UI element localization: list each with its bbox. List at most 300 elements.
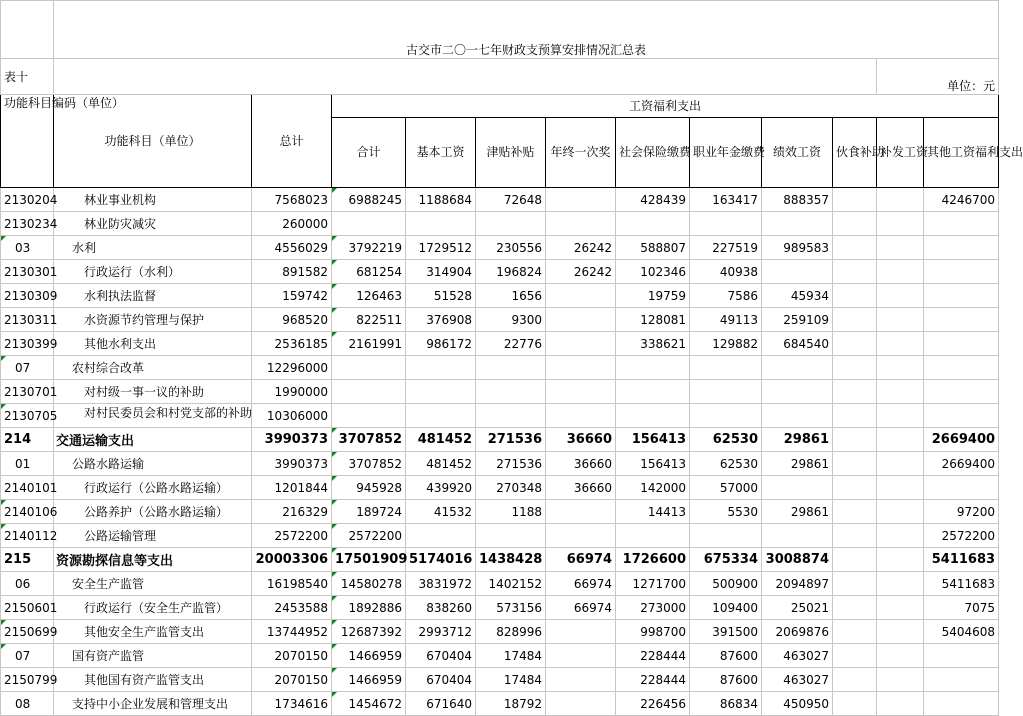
cell-other[interactable]	[924, 308, 999, 332]
cell-social[interactable]	[616, 524, 690, 548]
cell-year-end[interactable]	[546, 212, 616, 236]
cell-other[interactable]: 2669400	[924, 428, 999, 452]
cell-meal[interactable]	[833, 452, 877, 476]
cell-merit[interactable]	[762, 380, 833, 404]
cell-subtotal[interactable]: 1454672	[332, 692, 406, 716]
cell-social[interactable]: 228444	[616, 644, 690, 668]
cell-other[interactable]	[924, 380, 999, 404]
cell-subtotal[interactable]: 3792219	[332, 236, 406, 260]
cell-annuity[interactable]	[690, 380, 762, 404]
cell-subtotal[interactable]: 3707852	[332, 452, 406, 476]
cell-social[interactable]: 156413	[616, 452, 690, 476]
cell-meal[interactable]	[833, 236, 877, 260]
cell-code[interactable]: 08	[1, 692, 54, 716]
cell-other[interactable]: 5411683	[924, 572, 999, 596]
cell-year-end[interactable]: 36660	[546, 428, 616, 452]
cell-social[interactable]	[616, 380, 690, 404]
cell-allowance[interactable]	[476, 212, 546, 236]
cell-merit[interactable]: 450950	[762, 692, 833, 716]
cell-name[interactable]: 农村综合改革	[54, 356, 252, 380]
cell-year-end[interactable]	[546, 284, 616, 308]
cell-total[interactable]: 3990373	[252, 452, 332, 476]
cell-name[interactable]: 公路运输管理	[54, 524, 252, 548]
cell-meal[interactable]	[833, 524, 877, 548]
cell-allowance[interactable]: 18792	[476, 692, 546, 716]
cell-supp[interactable]	[877, 380, 924, 404]
cell-allowance[interactable]: 22776	[476, 332, 546, 356]
cell-annuity[interactable]: 7586	[690, 284, 762, 308]
cell-name[interactable]: 安全生产监管	[54, 572, 252, 596]
cell-basic[interactable]	[406, 380, 476, 404]
cell-basic[interactable]: 376908	[406, 308, 476, 332]
cell-total[interactable]: 159742	[252, 284, 332, 308]
cell-year-end[interactable]	[546, 404, 616, 428]
cell-code[interactable]: 2140101	[1, 476, 54, 500]
cell-total[interactable]: 216329	[252, 500, 332, 524]
cell-merit[interactable]	[762, 524, 833, 548]
header-allowance[interactable]: 津贴补贴	[476, 118, 546, 188]
cell-supp[interactable]	[877, 308, 924, 332]
cell-merit[interactable]: 684540	[762, 332, 833, 356]
cell-allowance[interactable]	[476, 524, 546, 548]
cell-supp[interactable]	[877, 356, 924, 380]
cell-supp[interactable]	[877, 452, 924, 476]
cell-code[interactable]: 07	[1, 644, 54, 668]
cell-code[interactable]: 2130309	[1, 284, 54, 308]
cell-subtotal[interactable]: 681254	[332, 260, 406, 284]
cell-social[interactable]: 156413	[616, 428, 690, 452]
cell-social[interactable]: 428439	[616, 188, 690, 212]
header-name[interactable]: 功能科目（单位）	[54, 95, 252, 188]
cell-name[interactable]: 行政运行（安全生产监管）	[54, 596, 252, 620]
cell-annuity[interactable]: 109400	[690, 596, 762, 620]
cell-other[interactable]: 7075	[924, 596, 999, 620]
cell-merit[interactable]: 2094897	[762, 572, 833, 596]
cell-basic[interactable]: 671640	[406, 692, 476, 716]
cell-basic[interactable]: 986172	[406, 332, 476, 356]
cell-allowance[interactable]: 196824	[476, 260, 546, 284]
cell-merit[interactable]: 29861	[762, 500, 833, 524]
cell-basic[interactable]: 1729512	[406, 236, 476, 260]
cell-allowance[interactable]: 1402152	[476, 572, 546, 596]
header-other[interactable]: 其他工资福利支出	[924, 118, 999, 188]
cell-supp[interactable]	[877, 548, 924, 572]
header-social[interactable]: 社会保险缴费	[616, 118, 690, 188]
cell-code[interactable]: 01	[1, 452, 54, 476]
cell-year-end[interactable]	[546, 308, 616, 332]
cell-social[interactable]: 1726600	[616, 548, 690, 572]
cell-total[interactable]: 260000	[252, 212, 332, 236]
cell-allowance[interactable]: 9300	[476, 308, 546, 332]
cell-annuity[interactable]: 675334	[690, 548, 762, 572]
cell-subtotal[interactable]: 17501909	[332, 548, 406, 572]
sheet-title[interactable]: 古交市二〇一七年财政支预算安排情况汇总表	[54, 1, 999, 59]
cell-basic[interactable]: 481452	[406, 452, 476, 476]
cell-meal[interactable]	[833, 260, 877, 284]
cell-year-end[interactable]: 26242	[546, 236, 616, 260]
cell-subtotal[interactable]: 2572200	[332, 524, 406, 548]
cell-social[interactable]: 1271700	[616, 572, 690, 596]
cell-name[interactable]: 林业防灾减灾	[54, 212, 252, 236]
cell-merit[interactable]: 3008874	[762, 548, 833, 572]
cell-merit[interactable]: 45934	[762, 284, 833, 308]
cell-merit[interactable]	[762, 404, 833, 428]
cell-allowance[interactable]: 573156	[476, 596, 546, 620]
cell-annuity[interactable]: 163417	[690, 188, 762, 212]
cell-name[interactable]: 水利执法监督	[54, 284, 252, 308]
cell-social[interactable]: 19759	[616, 284, 690, 308]
unit-label[interactable]: 单位：元	[877, 59, 999, 95]
cell-year-end[interactable]	[546, 500, 616, 524]
cell-meal[interactable]	[833, 212, 877, 236]
cell-code[interactable]: 2140106	[1, 500, 54, 524]
cell-name[interactable]: 水利	[54, 236, 252, 260]
cell-supp[interactable]	[877, 644, 924, 668]
header-merit[interactable]: 绩效工资	[762, 118, 833, 188]
cell-name[interactable]: 其他国有资产监管支出	[54, 668, 252, 692]
cell-merit[interactable]: 29861	[762, 452, 833, 476]
header-year-end[interactable]: 年终一次奖	[546, 118, 616, 188]
cell-social[interactable]: 142000	[616, 476, 690, 500]
cell-basic[interactable]	[406, 356, 476, 380]
cell-meal[interactable]	[833, 332, 877, 356]
cell-other[interactable]	[924, 404, 999, 428]
cell-meal[interactable]	[833, 572, 877, 596]
header-total[interactable]: 总计	[252, 95, 332, 188]
cell-total[interactable]: 2070150	[252, 644, 332, 668]
cell-meal[interactable]	[833, 188, 877, 212]
cell-year-end[interactable]: 66974	[546, 596, 616, 620]
cell-other[interactable]	[924, 668, 999, 692]
cell-code[interactable]: 2130701	[1, 380, 54, 404]
cell-supp[interactable]	[877, 404, 924, 428]
cell-year-end[interactable]: 36660	[546, 476, 616, 500]
cell-meal[interactable]	[833, 404, 877, 428]
cell-total[interactable]: 968520	[252, 308, 332, 332]
cell-year-end[interactable]	[546, 332, 616, 356]
cell-year-end[interactable]	[546, 668, 616, 692]
cell-basic[interactable]: 670404	[406, 644, 476, 668]
cell-total[interactable]: 16198540	[252, 572, 332, 596]
cell-annuity[interactable]: 62530	[690, 452, 762, 476]
cell-allowance[interactable]: 1438428	[476, 548, 546, 572]
cell-total[interactable]: 12296000	[252, 356, 332, 380]
cell-name[interactable]: 林业事业机构	[54, 188, 252, 212]
cell-social[interactable]: 588807	[616, 236, 690, 260]
cell-total[interactable]: 1201844	[252, 476, 332, 500]
cell-basic[interactable]	[406, 212, 476, 236]
cell-merit[interactable]: 463027	[762, 668, 833, 692]
cell-allowance[interactable]: 17484	[476, 644, 546, 668]
cell-social[interactable]: 338621	[616, 332, 690, 356]
cell-total[interactable]: 13744952	[252, 620, 332, 644]
cell-meal[interactable]	[833, 284, 877, 308]
cell-subtotal[interactable]: 126463	[332, 284, 406, 308]
cell-basic[interactable]: 1188684	[406, 188, 476, 212]
cell-basic[interactable]: 670404	[406, 668, 476, 692]
cell-meal[interactable]	[833, 356, 877, 380]
cell-allowance[interactable]	[476, 404, 546, 428]
cell-supp[interactable]	[877, 500, 924, 524]
cell-total[interactable]: 2572200	[252, 524, 332, 548]
cell-year-end[interactable]	[546, 380, 616, 404]
cell-basic[interactable]: 838260	[406, 596, 476, 620]
cell-basic[interactable]: 51528	[406, 284, 476, 308]
cell-merit[interactable]	[762, 260, 833, 284]
cell-social[interactable]: 998700	[616, 620, 690, 644]
cell-name[interactable]: 资源勘探信息等支出	[54, 548, 252, 572]
cell-code[interactable]: 2130705	[1, 404, 54, 428]
cell-merit[interactable]	[762, 356, 833, 380]
cell-code[interactable]: 2130301	[1, 260, 54, 284]
cell-allowance[interactable]: 230556	[476, 236, 546, 260]
cell-other[interactable]	[924, 476, 999, 500]
cell-subtotal[interactable]: 1466959	[332, 668, 406, 692]
cell-other[interactable]: 4246700	[924, 188, 999, 212]
cell-basic[interactable]: 3831972	[406, 572, 476, 596]
cell-other[interactable]: 97200	[924, 500, 999, 524]
cell-meal[interactable]	[833, 308, 877, 332]
cell-total[interactable]: 3990373	[252, 428, 332, 452]
cell-subtotal[interactable]: 2161991	[332, 332, 406, 356]
cell-other[interactable]	[924, 332, 999, 356]
cell-total[interactable]: 891582	[252, 260, 332, 284]
cell-code[interactable]: 03	[1, 236, 54, 260]
cell-year-end[interactable]	[546, 356, 616, 380]
cell-basic[interactable]: 481452	[406, 428, 476, 452]
cell-code[interactable]: 215	[1, 548, 54, 572]
cell-supp[interactable]	[877, 284, 924, 308]
cell-annuity[interactable]: 87600	[690, 644, 762, 668]
cell-supp[interactable]	[877, 332, 924, 356]
cell-social[interactable]: 228444	[616, 668, 690, 692]
header-meal[interactable]: 伙食补助	[833, 118, 877, 188]
cell-name[interactable]: 其他水利支出	[54, 332, 252, 356]
cell[interactable]	[54, 59, 877, 95]
cell-year-end[interactable]	[546, 620, 616, 644]
cell-supp[interactable]	[877, 668, 924, 692]
cell-total[interactable]: 2536185	[252, 332, 332, 356]
cell-supp[interactable]	[877, 620, 924, 644]
cell-subtotal[interactable]	[332, 404, 406, 428]
cell-code[interactable]: 2150799	[1, 668, 54, 692]
cell-social[interactable]	[616, 356, 690, 380]
cell-total[interactable]: 1734616	[252, 692, 332, 716]
cell-meal[interactable]	[833, 380, 877, 404]
cell-meal[interactable]	[833, 596, 877, 620]
cell-subtotal[interactable]: 1892886	[332, 596, 406, 620]
cell-social[interactable]: 226456	[616, 692, 690, 716]
cell-supp[interactable]	[877, 260, 924, 284]
cell-annuity[interactable]: 129882	[690, 332, 762, 356]
cell-name[interactable]: 行政运行（公路水路运输）	[54, 476, 252, 500]
cell-subtotal[interactable]: 1466959	[332, 644, 406, 668]
cell-allowance[interactable]: 271536	[476, 452, 546, 476]
header-supp[interactable]: 补发工资	[877, 118, 924, 188]
cell-social[interactable]: 273000	[616, 596, 690, 620]
cell-total[interactable]: 2070150	[252, 668, 332, 692]
cell-annuity[interactable]	[690, 404, 762, 428]
cell-other[interactable]: 2572200	[924, 524, 999, 548]
cell-allowance[interactable]: 828996	[476, 620, 546, 644]
cell-name[interactable]: 水资源节约管理与保护	[54, 308, 252, 332]
cell-supp[interactable]	[877, 572, 924, 596]
cell-other[interactable]: 5411683	[924, 548, 999, 572]
cell-meal[interactable]	[833, 428, 877, 452]
cell-meal[interactable]	[833, 692, 877, 716]
cell-social[interactable]	[616, 404, 690, 428]
cell-supp[interactable]	[877, 692, 924, 716]
cell-supp[interactable]	[877, 212, 924, 236]
cell-subtotal[interactable]	[332, 356, 406, 380]
cell-subtotal[interactable]: 6988245	[332, 188, 406, 212]
header-code[interactable]	[1, 95, 125, 188]
cell-merit[interactable]: 2069876	[762, 620, 833, 644]
cell-code[interactable]: 2140112	[1, 524, 54, 548]
cell-annuity[interactable]	[690, 356, 762, 380]
cell-supp[interactable]	[877, 428, 924, 452]
cell-annuity[interactable]: 57000	[690, 476, 762, 500]
cell-allowance[interactable]: 1656	[476, 284, 546, 308]
cell-year-end[interactable]: 66974	[546, 572, 616, 596]
cell-total[interactable]: 20003306	[252, 548, 332, 572]
cell-code[interactable]: 2150601	[1, 596, 54, 620]
cell-subtotal[interactable]: 189724	[332, 500, 406, 524]
cell-annuity[interactable]: 62530	[690, 428, 762, 452]
cell-code[interactable]: 2150699	[1, 620, 54, 644]
cell-merit[interactable]: 25021	[762, 596, 833, 620]
cell-total[interactable]: 7568023	[252, 188, 332, 212]
cell-basic[interactable]: 5174016	[406, 548, 476, 572]
cell-year-end[interactable]	[546, 524, 616, 548]
cell-subtotal[interactable]: 3707852	[332, 428, 406, 452]
cell-basic[interactable]: 314904	[406, 260, 476, 284]
cell-meal[interactable]	[833, 644, 877, 668]
cell-other[interactable]: 2669400	[924, 452, 999, 476]
cell-name[interactable]: 对村民委员会和村党支部的补助	[54, 404, 252, 428]
cell-total[interactable]: 2453588	[252, 596, 332, 620]
cell-name[interactable]: 公路养护（公路水路运输）	[54, 500, 252, 524]
cell-merit[interactable]: 888357	[762, 188, 833, 212]
cell-subtotal[interactable]: 14580278	[332, 572, 406, 596]
cell-basic[interactable]	[406, 524, 476, 548]
cell-other[interactable]	[924, 644, 999, 668]
cell-other[interactable]	[924, 236, 999, 260]
cell-total[interactable]: 4556029	[252, 236, 332, 260]
cell-other[interactable]	[924, 260, 999, 284]
cell-code[interactable]: 2130234	[1, 212, 54, 236]
cell-subtotal[interactable]	[332, 212, 406, 236]
cell-social[interactable]: 14413	[616, 500, 690, 524]
cell-allowance[interactable]: 72648	[476, 188, 546, 212]
cell-basic[interactable]: 41532	[406, 500, 476, 524]
cell-annuity[interactable]: 391500	[690, 620, 762, 644]
cell-subtotal[interactable]: 945928	[332, 476, 406, 500]
cell-name[interactable]: 行政运行（水利）	[54, 260, 252, 284]
cell-other[interactable]	[924, 284, 999, 308]
cell-year-end[interactable]: 26242	[546, 260, 616, 284]
cell-year-end[interactable]	[546, 188, 616, 212]
cell-code[interactable]: 2130399	[1, 332, 54, 356]
cell-annuity[interactable]: 227519	[690, 236, 762, 260]
cell-total[interactable]: 1990000	[252, 380, 332, 404]
cell-annuity[interactable]	[690, 524, 762, 548]
cell-social[interactable]: 102346	[616, 260, 690, 284]
cell-merit[interactable]: 259109	[762, 308, 833, 332]
cell-name[interactable]: 其他安全生产监管支出	[54, 620, 252, 644]
cell-merit[interactable]: 463027	[762, 644, 833, 668]
cell-other[interactable]	[924, 212, 999, 236]
cell-meal[interactable]	[833, 548, 877, 572]
header-basic[interactable]: 基本工资	[406, 118, 476, 188]
cell-other[interactable]	[924, 356, 999, 380]
cell-annuity[interactable]: 87600	[690, 668, 762, 692]
cell-annuity[interactable]: 5530	[690, 500, 762, 524]
cell-supp[interactable]	[877, 596, 924, 620]
table-number[interactable]: 表十	[1, 59, 54, 95]
cell-merit[interactable]: 989583	[762, 236, 833, 260]
cell-annuity[interactable]: 86834	[690, 692, 762, 716]
cell-total[interactable]: 10306000	[252, 404, 332, 428]
cell-year-end[interactable]: 36660	[546, 452, 616, 476]
cell-code[interactable]: 2130204	[1, 188, 54, 212]
cell-social[interactable]: 128081	[616, 308, 690, 332]
cell-merit[interactable]	[762, 212, 833, 236]
cell-code[interactable]: 07	[1, 356, 54, 380]
cell-name[interactable]: 支持中小企业发展和管理支出	[54, 692, 252, 716]
cell-meal[interactable]	[833, 500, 877, 524]
cell-year-end[interactable]	[546, 644, 616, 668]
cell-name[interactable]: 国有资产监管	[54, 644, 252, 668]
cell-supp[interactable]	[877, 524, 924, 548]
cell-year-end[interactable]: 66974	[546, 548, 616, 572]
cell-code[interactable]: 214	[1, 428, 54, 452]
cell-meal[interactable]	[833, 620, 877, 644]
cell-allowance[interactable]: 270348	[476, 476, 546, 500]
cell-subtotal[interactable]: 822511	[332, 308, 406, 332]
cell-allowance[interactable]	[476, 380, 546, 404]
header-group-wages[interactable]: 工资福利支出	[332, 95, 999, 118]
cell-social[interactable]	[616, 212, 690, 236]
cell-merit[interactable]	[762, 476, 833, 500]
cell-supp[interactable]	[877, 236, 924, 260]
cell-code[interactable]: 2130311	[1, 308, 54, 332]
cell-basic[interactable]	[406, 404, 476, 428]
header-subtotal[interactable]: 合计	[332, 118, 406, 188]
cell-basic[interactable]: 2993712	[406, 620, 476, 644]
cell-allowance[interactable]: 1188	[476, 500, 546, 524]
cell-allowance[interactable]: 17484	[476, 668, 546, 692]
header-annuity[interactable]: 职业年金缴费	[690, 118, 762, 188]
cell-allowance[interactable]	[476, 356, 546, 380]
cell-annuity[interactable]: 49113	[690, 308, 762, 332]
cell-other[interactable]: 5404608	[924, 620, 999, 644]
cell-supp[interactable]	[877, 476, 924, 500]
cell-name[interactable]: 公路水路运输	[54, 452, 252, 476]
cell-basic[interactable]: 439920	[406, 476, 476, 500]
cell-allowance[interactable]: 271536	[476, 428, 546, 452]
cell-meal[interactable]	[833, 476, 877, 500]
cell-meal[interactable]	[833, 668, 877, 692]
cell[interactable]	[1, 1, 54, 59]
cell-merit[interactable]: 29861	[762, 428, 833, 452]
cell-annuity[interactable]: 40938	[690, 260, 762, 284]
cell-code[interactable]: 06	[1, 572, 54, 596]
cell-name[interactable]: 交通运输支出	[54, 428, 252, 452]
cell-subtotal[interactable]	[332, 380, 406, 404]
cell-subtotal[interactable]: 12687392	[332, 620, 406, 644]
cell-name[interactable]: 对村级一事一议的补助	[54, 380, 252, 404]
